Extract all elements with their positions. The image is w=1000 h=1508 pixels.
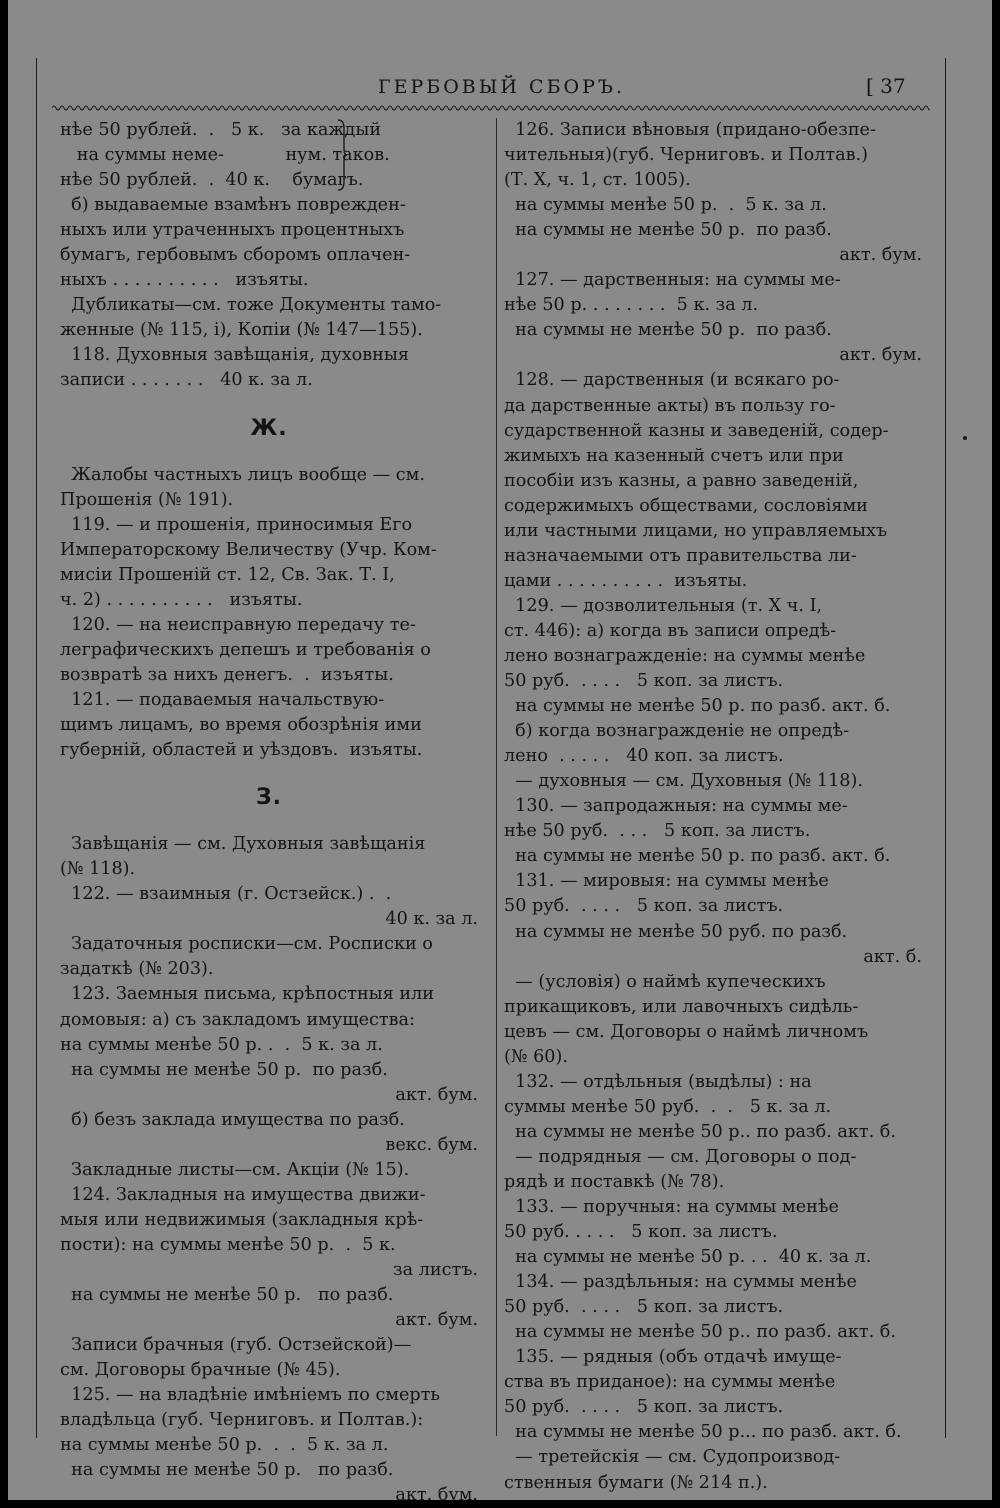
left-column-line: 118. Духовныя завѣщанія, духовныя: [60, 345, 409, 366]
right-column-line: б) когда вознагражденіе не опредѣ-: [504, 721, 850, 742]
left-column-line: Закладные листы—см. Акціи (№ 15).: [60, 1159, 410, 1180]
header-wavy-rule: [52, 104, 930, 112]
right-column-line: 127. — дарственныя: на суммы ме-: [504, 270, 841, 291]
left-column-line: б) выдаваемые взамѣнъ поврежден-: [60, 195, 406, 216]
right-column-line: лено вознагражденіе: на суммы менѣе: [504, 645, 866, 666]
right-column-line: 133. — поручныя: на суммы менѣе: [504, 1197, 839, 1218]
right-column-line: нѣе 50 руб. . . . 5 коп. за листъ.: [504, 821, 811, 842]
left-column-line: мисіи Прошеній ст. 12, Св. Зак. Т. І,: [60, 564, 395, 585]
right-column-line: 50 руб. . . . . 5 коп. за листъ.: [504, 1297, 784, 1318]
left-column-line: [60, 763, 478, 785]
right-column-line: на суммы не менѣе 50 р. по разб.: [504, 220, 832, 241]
left-column-line: бумагъ, гербовымъ сборомъ оплачен-: [60, 245, 411, 266]
margin-speck: [963, 436, 967, 440]
left-column-line: акт. бум.: [395, 1310, 478, 1331]
right-column-line: ственныя бумаги (№ 214 п.).: [504, 1472, 768, 1493]
left-column-line: на суммы не менѣе 50 р. по разб.: [60, 1285, 394, 1306]
right-column-line: цами . . . . . . . . . . изъяты.: [504, 570, 748, 591]
book-page: [8, 0, 992, 1506]
right-column-line: 135. — рядныя (объ отдачѣ имуще-: [504, 1347, 842, 1368]
right-column-line: на суммы не менѣе 50 р. по разб.: [504, 320, 832, 341]
right-column-line: 128. — дарственныя (и всякаго ро-: [504, 370, 840, 391]
right-column-line: 50 руб. . . . . 5 коп. за листъ.: [504, 1397, 784, 1418]
left-column-line: Дубликаты—см. тоже Документы тамо-: [60, 295, 442, 316]
right-column-line: жимыхъ на казенный счетъ или при: [504, 445, 844, 466]
left-column-line: на суммы неме- нум. таков.: [60, 145, 390, 166]
right-column-line: ства въ приданое): на суммы менѣе: [504, 1372, 836, 1393]
left-column-line: владѣльца (губ. Черниговъ. и Полтав.):: [60, 1410, 424, 1431]
running-title: ГЕРБОВЫЙ СБОРЪ.: [378, 76, 626, 98]
section-letter: З.: [256, 785, 282, 811]
left-column-line: задаткѣ (№ 203).: [60, 959, 214, 980]
left-column-line: [60, 810, 478, 832]
left-column-line: мыя или недвижимыя (закладныя крѣ-: [60, 1209, 424, 1230]
left-column-line: Императорскому Величеству (Учр. Ком-: [60, 539, 437, 560]
right-column-line: 50 руб. . . . . 5 коп. за листъ.: [504, 896, 784, 917]
left-column-line: 40 к. за л.: [385, 909, 478, 930]
right-column-line: — (условія) о наймѣ купеческихъ: [504, 971, 826, 992]
left-column-line: см. Договоры брачные (№ 45).: [60, 1360, 341, 1381]
right-column-line: на суммы не менѣе 50 р. . . 40 к. за л.: [504, 1247, 872, 1268]
left-column-line: 122. — взаимныя (г. Остзейск.) . .: [60, 884, 392, 905]
right-column-line: да дарственные акты) въ пользу го-: [504, 395, 836, 416]
right-column-line: на суммы не менѣе 50 р. по разб. акт. б.: [504, 696, 891, 717]
left-column: [60, 118, 478, 1508]
right-column: [504, 118, 922, 1496]
left-column-line: на суммы не менѣе 50 р. по разб.: [60, 1460, 394, 1481]
right-column-line: 129. — дозволительныя (т. Х ч. I,: [504, 595, 823, 616]
left-column-line: ныхъ . . . . . . . . . . изъяты.: [60, 270, 309, 291]
left-column-line: записи . . . . . . . 40 к. за л.: [60, 370, 313, 391]
left-column-line: б) безъ заклада имущества по разб.: [60, 1109, 405, 1130]
right-column-line: 126. Записи вѣновыя (придано-обезпе-: [504, 120, 876, 140]
grouping-brace: [336, 118, 348, 192]
left-column-line: леграфическихъ депешъ и требованія о: [60, 639, 431, 660]
left-column-line: ч. 2) . . . . . . . . . . изъяты.: [60, 589, 303, 610]
column-divider: [496, 118, 497, 1436]
right-column-line: на суммы не менѣе 50 р... по разб. акт. б.: [504, 1422, 902, 1443]
right-column-line: лено . . . . . 40 коп. за листъ.: [504, 746, 784, 767]
right-column-line: на суммы не менѣе 50 р.. по разб. акт. б.: [504, 1121, 896, 1142]
right-column-line: на суммы не менѣе 50 руб. по разб.: [504, 921, 848, 942]
left-column-line: [60, 441, 478, 463]
right-column-line: 50 руб. . . . . 5 коп. за листъ.: [504, 671, 784, 692]
section-letter: Ж.: [250, 415, 288, 441]
right-column-line: — духовныя — см. Духовныя (№ 118).: [504, 771, 863, 792]
left-column-line: Задаточныя росписки—см. Росписки о: [60, 934, 433, 955]
right-column-line: сударственной казны и заведеній, содер-: [504, 420, 889, 441]
right-column-line: цевъ — см. Договоры о наймѣ личномъ: [504, 1021, 869, 1042]
right-column-line: суммы менѣе 50 руб. . . 5 к. за л.: [504, 1096, 832, 1117]
left-column-line: 119. — и прошенія, приносимыя Его: [60, 514, 413, 535]
left-column-line: 124. Закладныя на имущества движи-: [60, 1184, 426, 1205]
right-column-line: чительныя)(губ. Черниговъ. и Полтав.): [504, 145, 868, 166]
left-column-line: (№ 118).: [60, 859, 136, 880]
left-column-line: губерній, областей и уѣздовъ. изъяты.: [60, 740, 423, 761]
right-column-line: 131. — мировыя: на суммы менѣе: [504, 871, 829, 892]
left-column-line: 120. — на неисправную передачу те-: [60, 614, 416, 635]
left-column-line: на суммы менѣе 50 р. . . 5 к. за л.: [60, 1034, 383, 1055]
right-column-line: пособіи изъ казны, а равно заведеній,: [504, 470, 859, 491]
left-column-line: щимъ лицамъ, во время обозрѣнія ими: [60, 715, 422, 736]
left-column-line: векс. бум.: [385, 1134, 478, 1155]
right-column-line: содержимыхъ обществами, сословіями: [504, 495, 868, 516]
right-column-line: на суммы не менѣе 50 р. по разб. акт. б.: [504, 846, 891, 867]
right-column-line: или частными лицами, но управляемыхъ: [504, 520, 888, 541]
left-column-line: ныхъ или утраченныхъ процентныхъ: [60, 220, 405, 241]
left-column-line: [60, 394, 478, 416]
left-column-line: акт. бум.: [395, 1084, 478, 1105]
left-column-line: Жалобы частныхъ лицъ вообще — см.: [60, 464, 425, 485]
left-column-line: за листъ.: [393, 1259, 478, 1280]
right-column-line: (Т. Х, ч. 1, ст. 1005).: [504, 170, 691, 191]
right-column-line: нѣе 50 р. . . . . . . . 5 к. за л.: [504, 295, 759, 316]
right-column-line: 130. — запродажныя: на суммы ме-: [504, 796, 848, 817]
left-column-line: женные (№ 115, і), Копіи (№ 147—155).: [60, 320, 423, 341]
right-column-line: назначаемыми отъ правительства ли-: [504, 545, 857, 566]
right-column-line: — подрядныя — см. Договоры о под-: [504, 1146, 857, 1167]
left-column-line: Записи брачныя (губ. Остзейской)—: [60, 1335, 412, 1356]
left-column-line: нѣе 50 рублей. . 40 к. бумагъ.: [60, 170, 364, 191]
left-column-line: Прошенія (№ 191).: [60, 489, 234, 510]
right-column-line: 50 руб. . . . . 5 коп. за листъ.: [504, 1222, 778, 1243]
left-column-line: возвратѣ за нихъ денегъ. . изъяты.: [60, 664, 394, 685]
right-column-line: 134. — раздѣльныя: на суммы менѣе: [504, 1272, 857, 1293]
left-column-line: 123. Заемныя письма, крѣпостныя или: [60, 984, 434, 1005]
left-column-line: на суммы не менѣе 50 р. по разб.: [60, 1059, 388, 1080]
page-number: [ 37: [866, 74, 906, 98]
right-column-line: — третейскія — см. Судопроизвод-: [504, 1447, 841, 1468]
right-column-line: прикащиковъ, или лавочныхъ сидѣль-: [504, 996, 859, 1017]
left-column-line: Завѣщанія — см. Духовныя завѣщанія: [60, 834, 426, 855]
left-column-line: на суммы менѣе 50 р. . . 5 к. за л.: [60, 1435, 389, 1456]
right-column-line: на суммы менѣе 50 р. . 5 к. за л.: [504, 195, 827, 216]
left-column-line: домовыя: а) съ закладомъ имущества:: [60, 1009, 415, 1030]
left-column-line: 121. — подаваемыя начальствую-: [60, 689, 385, 710]
right-column-line: на суммы не менѣе 50 р.. по разб. акт. б.: [504, 1322, 896, 1343]
right-column-line: 132. — отдѣльныя (выдѣлы) : на: [504, 1071, 812, 1092]
right-column-line: акт. бум.: [839, 345, 922, 366]
right-column-line: акт. б.: [863, 946, 922, 967]
left-column-line: 125. — на владѣніе имѣніемъ по смерть: [60, 1385, 441, 1406]
left-column-line: нѣе 50 рублей. . 5 к. за каждый: [60, 120, 382, 140]
left-column-line: пости): на суммы менѣе 50 р. . 5 к.: [60, 1234, 396, 1255]
right-column-line: акт. бум.: [839, 245, 922, 266]
left-column-line: акт. бум.: [395, 1485, 478, 1506]
right-column-line: ст. 446): а) когда въ записи опредѣ-: [504, 620, 837, 641]
right-column-line: рядѣ и поставкѣ (№ 78).: [504, 1171, 725, 1192]
right-column-line: (№ 60).: [504, 1046, 568, 1067]
